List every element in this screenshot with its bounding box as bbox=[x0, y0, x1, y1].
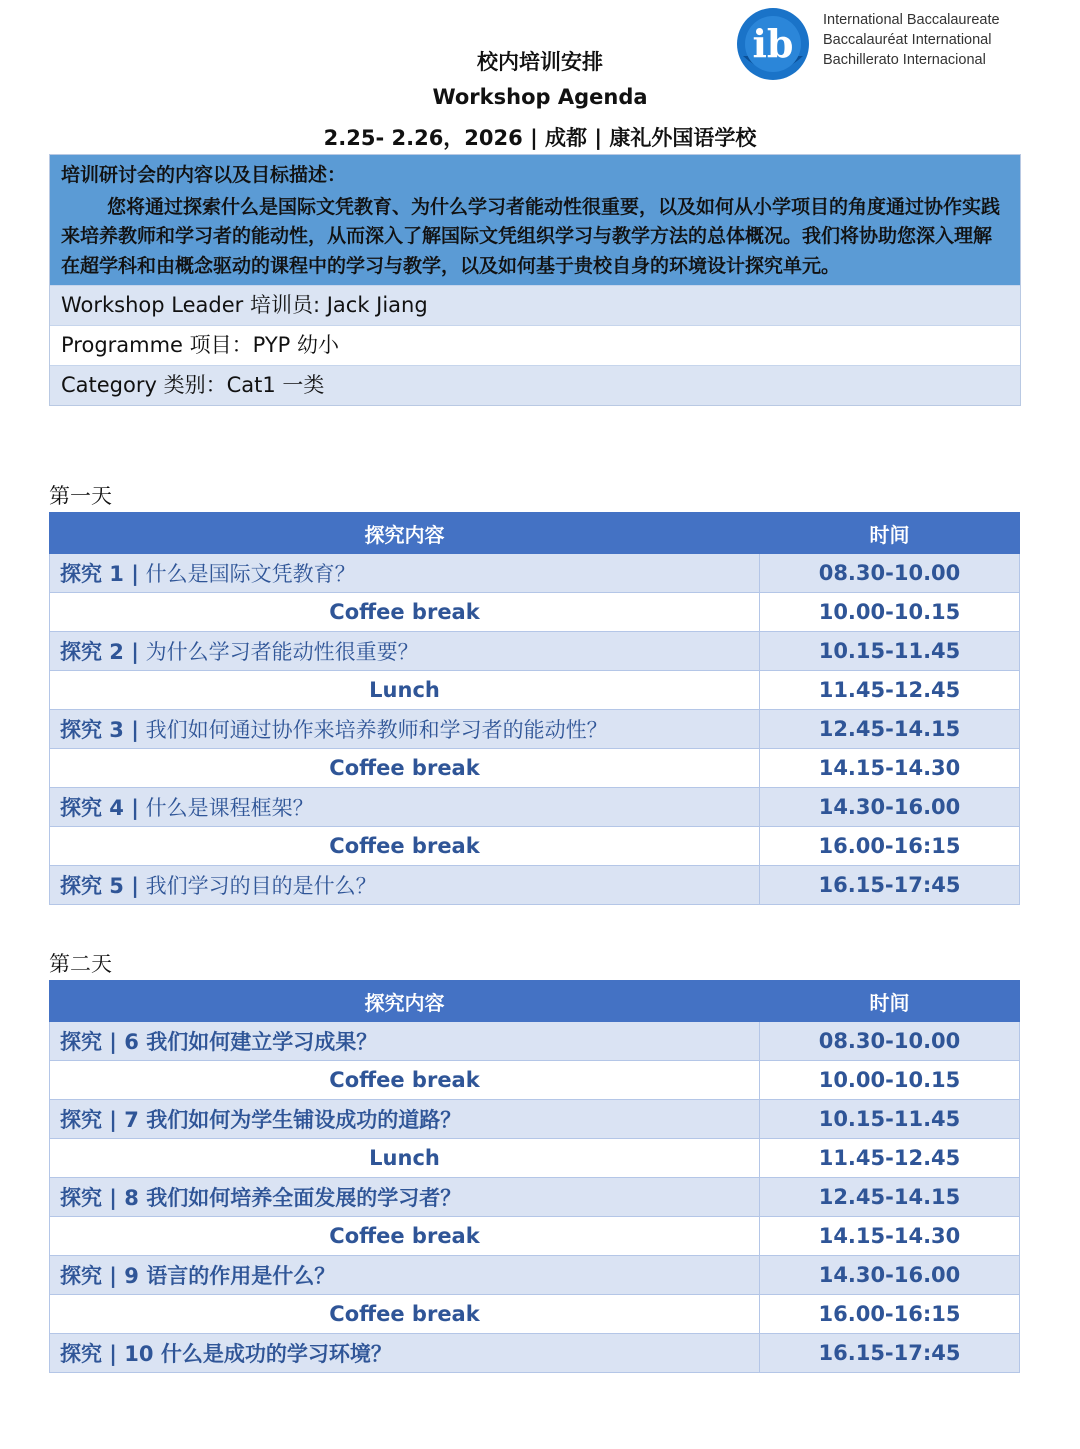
break-cell: Coffee break bbox=[50, 593, 760, 632]
table-row bbox=[50, 749, 1020, 788]
table-row bbox=[50, 593, 1020, 632]
description-body: 您将通过探索什么是国际文凭教育、为什么学习者能动性很重要，以及如何从小学项目的角度通过协作实践来培养教师和学习者的能动性，从而深入了解国际文凭组织学习与教学方法的总体概况。我们将协助您深入理解在超学科和由概念驱动的课程中的学习与教学，以及如何基于贵校自身的环境设计探究单元。 bbox=[61, 195, 1001, 277]
time-cell: 11.45-12.45 bbox=[760, 671, 1020, 710]
table-row bbox=[50, 1334, 1020, 1373]
description-heading: 培训研讨会的内容以及目标描述： bbox=[61, 164, 347, 186]
break-cell: Coffee break bbox=[50, 1061, 760, 1100]
time-cell: 14.30-16.00 bbox=[760, 1256, 1020, 1295]
day1-label: 第一天 bbox=[49, 484, 112, 508]
logo-line-3: Bachillerato Internacional bbox=[823, 52, 986, 68]
topic-prefix: 探究 4 | bbox=[60, 796, 139, 820]
svg-text:ib: ib bbox=[752, 21, 794, 66]
day2-agenda-table bbox=[49, 980, 1020, 1373]
logo-line-2: Baccalauréat International bbox=[823, 32, 992, 48]
table-row bbox=[50, 788, 1020, 827]
table-row bbox=[50, 1295, 1020, 1334]
topic-cell bbox=[50, 554, 760, 593]
time-cell: 16.00-16:15 bbox=[760, 827, 1020, 866]
table-row bbox=[50, 827, 1020, 866]
workshop-info bbox=[49, 154, 1021, 406]
topic-prefix: 探究 3 | bbox=[60, 718, 139, 742]
time-cell: 10.15-11.45 bbox=[760, 632, 1020, 671]
topic-cell bbox=[50, 866, 760, 905]
topic-text: 为什么学习者能动性很重要？ bbox=[138, 640, 419, 664]
page-title-cn: 校内培训安排 bbox=[477, 50, 603, 74]
category: Category 类别：Cat1 一类 bbox=[50, 365, 1020, 405]
time-cell: 14.30-16.00 bbox=[760, 788, 1020, 827]
table-header-row bbox=[50, 981, 1020, 1022]
time-cell: 12.45-14.15 bbox=[760, 710, 1020, 749]
topic-cell bbox=[50, 710, 760, 749]
break-cell: Coffee break bbox=[50, 749, 760, 788]
time-cell: 16.15-17:45 bbox=[760, 1334, 1020, 1373]
day2-label: 第二天 bbox=[49, 952, 112, 976]
topic-cell: 探究 | 10 什么是成功的学习环境？ bbox=[50, 1334, 760, 1373]
table-row bbox=[50, 1256, 1020, 1295]
table-row bbox=[50, 866, 1020, 905]
break-cell: Coffee break bbox=[50, 827, 760, 866]
programme: Programme 项目：PYP 幼小 bbox=[50, 325, 1020, 365]
column-header-time: 时间 bbox=[760, 981, 1020, 1022]
break-cell: Lunch bbox=[50, 671, 760, 710]
topic-text: 我们学习的目的是什么？ bbox=[138, 874, 377, 898]
break-cell: Lunch bbox=[50, 1139, 760, 1178]
time-cell: 12.45-14.15 bbox=[760, 1178, 1020, 1217]
topic-cell: 探究 | 8 我们如何培养全面发展的学习者？ bbox=[50, 1178, 760, 1217]
time-cell: 10.15-11.45 bbox=[760, 1100, 1020, 1139]
page-subtitle: 2.25- 2.26，2026 | 成都 | 康礼外国语学校 bbox=[323, 126, 757, 150]
table-row bbox=[50, 1061, 1020, 1100]
time-cell: 08.30-10.00 bbox=[760, 1022, 1020, 1061]
topic-text: 什么是国际文凭教育？ bbox=[138, 562, 356, 586]
topic-cell: 探究 | 9 语言的作用是什么？ bbox=[50, 1256, 760, 1295]
time-cell: 10.00-10.15 bbox=[760, 593, 1020, 632]
time-cell: 11.45-12.45 bbox=[760, 1139, 1020, 1178]
table-row bbox=[50, 1139, 1020, 1178]
topic-cell bbox=[50, 788, 760, 827]
break-cell: Coffee break bbox=[50, 1217, 760, 1256]
time-cell: 16.15-17:45 bbox=[760, 866, 1020, 905]
topic-text: 我们如何通过协作来培养教师和学习者的能动性？ bbox=[138, 718, 608, 742]
workshop-leader: Workshop Leader 培训员: Jack Jiang bbox=[50, 285, 1020, 325]
column-header-time: 时间 bbox=[760, 513, 1020, 554]
topic-cell: 探究 | 7 我们如何为学生铺设成功的道路？ bbox=[50, 1100, 760, 1139]
table-row bbox=[50, 710, 1020, 749]
topic-prefix: 探究 2 | bbox=[60, 640, 139, 664]
description-box bbox=[50, 155, 1020, 285]
table-row bbox=[50, 1022, 1020, 1061]
time-cell: 08.30-10.00 bbox=[760, 554, 1020, 593]
topic-prefix: 探究 5 | bbox=[60, 874, 139, 898]
time-cell: 14.15-14.30 bbox=[760, 1217, 1020, 1256]
table-row bbox=[50, 671, 1020, 710]
day1-agenda-table bbox=[49, 512, 1020, 905]
time-cell: 14.15-14.30 bbox=[760, 749, 1020, 788]
break-cell: Coffee break bbox=[50, 1295, 760, 1334]
topic-text: 什么是课程框架？ bbox=[138, 796, 314, 820]
time-cell: 10.00-10.15 bbox=[760, 1061, 1020, 1100]
table-header-row bbox=[50, 513, 1020, 554]
table-row bbox=[50, 1178, 1020, 1217]
column-header-content: 探究内容 bbox=[50, 981, 760, 1022]
page-title-en: Workshop Agenda bbox=[432, 85, 648, 109]
time-cell: 16.00-16:15 bbox=[760, 1295, 1020, 1334]
table-row bbox=[50, 1100, 1020, 1139]
topic-prefix: 探究 1 | bbox=[60, 562, 139, 586]
column-header-content: 探究内容 bbox=[50, 513, 760, 554]
table-row bbox=[50, 632, 1020, 671]
table-row bbox=[50, 1217, 1020, 1256]
topic-cell: 探究 | 6 我们如何建立学习成果？ bbox=[50, 1022, 760, 1061]
topic-cell bbox=[50, 632, 760, 671]
table-row bbox=[50, 554, 1020, 593]
logo-line-1: International Baccalaureate bbox=[823, 12, 1000, 28]
